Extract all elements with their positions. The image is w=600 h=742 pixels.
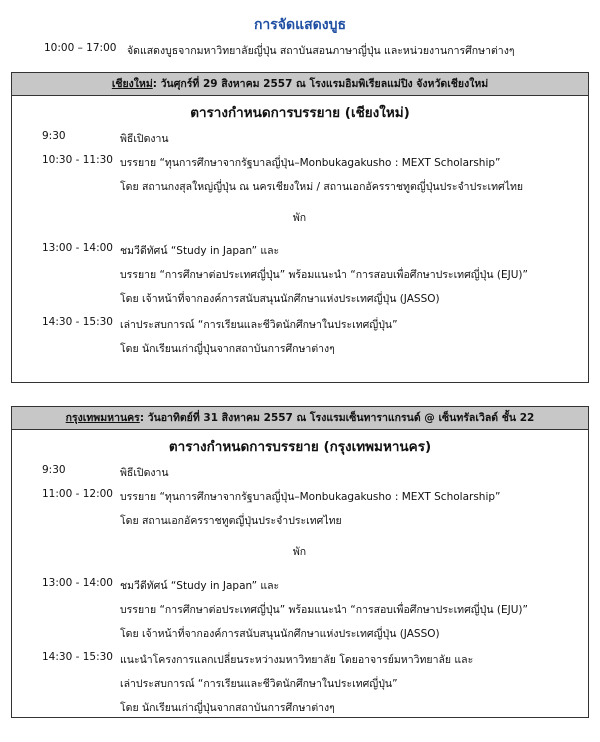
schedule-description: ชมวีดีทัศน์ “Study in Japan” และ	[120, 245, 280, 257]
schedule-row	[12, 543, 587, 560]
schedule-description: บรรยาย “การศึกษาต่อประเทศญี่ปุ่น” พร้อมแนะนำ “การสอบเพื่อศึกษาประเทศญี่ปุ่น (EJU)”	[120, 604, 528, 616]
chiangmai-schedule-panel	[11, 72, 589, 383]
schedule-description: พิธีเปิดงาน	[120, 467, 169, 479]
schedule-description: โดย เจ้าหน้าที่จากองค์การสนับสนุนนักศึกษาแห่งประเทศญี่ปุ่น (JASSO)	[120, 628, 440, 640]
schedule-time: 14:30 - 15:30	[42, 651, 113, 663]
schedule-description: โดย สถานเอกอัครราชทูตญี่ปุ่นประจำประเทศไทย	[120, 515, 342, 527]
booth-description: จัดแสดงบูธจากมหาวิทยาลัยญี่ปุ่น สถาบันสอนภาษาญี่ปุ่น และหน่วยงานการศึกษาต่างๆ	[127, 45, 515, 57]
schedule-time: 9:30	[42, 130, 66, 142]
schedule-description: ชมวีดีทัศน์ “Study in Japan” และ	[120, 580, 280, 592]
schedule-row	[12, 209, 587, 226]
schedule-description: เล่าประสบการณ์ “การเรียนและชีวิตนักศึกษาในประเทศญี่ปุ่น”	[120, 678, 398, 690]
schedule-description: โดย เจ้าหน้าที่จากองค์การสนับสนุนนักศึกษาแห่งประเทศญี่ปุ่น (JASSO)	[120, 293, 440, 305]
schedule-description: เล่าประสบการณ์ “การเรียนและชีวิตนักศึกษาในประเทศญี่ปุ่น”	[120, 319, 398, 331]
schedule-description: พิธีเปิดงาน	[120, 133, 169, 145]
schedule-time: 13:00 - 14:00	[42, 577, 113, 589]
bangkok-header-location: กรุงเทพมหานคร	[65, 412, 140, 424]
chiangmai-header-detail: : วันศุกร์ที่ 29 สิงหาคม 2557 ณ โรงแรมอิมพิเรียลแม่ปิง จังหวัดเชียงใหม่	[152, 78, 489, 90]
chiangmai-schedule-title: ตารางกำหนดการบรรยาย (เชียงใหม่)	[190, 105, 410, 121]
schedule-description: โดย นักเรียนเก่าญี่ปุ่นจากสถาบันการศึกษาต่างๆ	[120, 702, 335, 714]
booth-time: 10:00 – 17:00	[44, 42, 117, 54]
schedule-time: 11:00 - 12:00	[42, 488, 113, 500]
schedule-time: 9:30	[42, 464, 66, 476]
booth-title: การจัดแสดงบูธ	[253, 17, 347, 33]
schedule-description: แนะนำโครงการแลกเปลี่ยนระหว่างมหาวิทยาลัย โดยอาจารย์มหาวิทยาลัย และ	[120, 654, 474, 666]
schedule-description: บรรยาย “ทุนการศึกษาจากรัฐบาลญี่ปุ่น–Monbukagakusho : MEXT Scholarship”	[120, 157, 501, 169]
chiangmai-header-location: เชียงใหม่	[111, 78, 153, 90]
schedule-time: 14:30 - 15:30	[42, 316, 113, 328]
break-label: พัก	[292, 546, 307, 558]
bangkok-schedule-title: ตารางกำหนดการบรรยาย (กรุงเทพมหานคร)	[168, 439, 432, 455]
schedule-description: โดย นักเรียนเก่าญี่ปุ่นจากสถาบันการศึกษาต่างๆ	[120, 343, 335, 355]
schedule-time: 13:00 - 14:00	[42, 242, 113, 254]
schedule-description: บรรยาย “ทุนการศึกษาจากรัฐบาลญี่ปุ่น–Monbukagakusho : MEXT Scholarship”	[120, 491, 501, 503]
bangkok-header-detail: : วันอาทิตย์ที่ 31 สิงหาคม 2557 ณ โรงแรมเซ็นทาราแกรนด์ @ เซ็นทรัลเวิลด์ ชั้น 22	[139, 412, 535, 424]
schedule-description: บรรยาย “การศึกษาต่อประเทศญี่ปุ่น” พร้อมแนะนำ “การสอบเพื่อศึกษาประเทศญี่ปุ่น (EJU)”	[120, 269, 528, 281]
schedule-description: โดย สถานกงสุลใหญ่ญี่ปุ่น ณ นครเชียงใหม่ / สถานเอกอัครราชทูตญี่ปุ่นประจำประเทศไทย	[120, 181, 524, 193]
schedule-time: 10:30 - 11:30	[42, 154, 113, 166]
break-label: พัก	[292, 212, 307, 224]
chiangmai-header	[12, 73, 588, 96]
bangkok-schedule-panel	[11, 406, 589, 718]
bangkok-header	[12, 407, 588, 430]
